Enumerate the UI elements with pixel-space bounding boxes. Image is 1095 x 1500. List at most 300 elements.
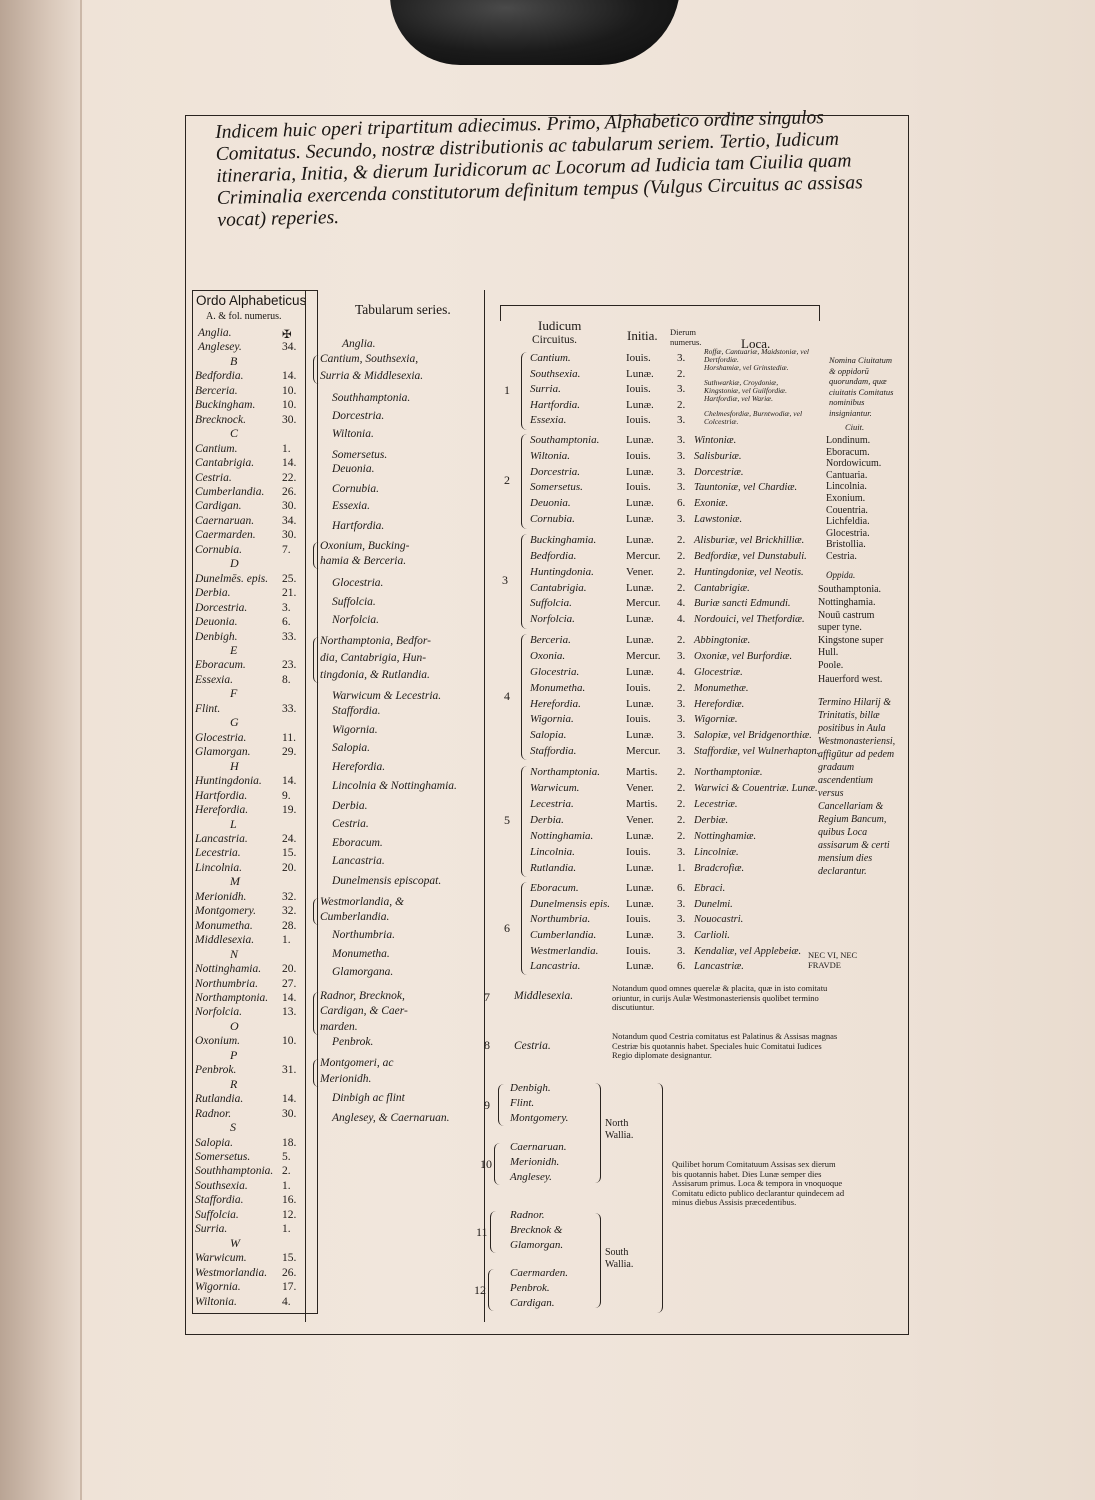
wales-county: Caernaruan. xyxy=(510,1141,567,1153)
ciuitas-name: Exonium. xyxy=(826,493,866,504)
initia-day: Lunæ. xyxy=(626,729,654,742)
circuit-county: Cantium. xyxy=(530,352,571,364)
folio-number: 6. xyxy=(282,616,291,629)
alphabet-letter: L xyxy=(230,816,237,831)
series-entry: Dunelmensis episcopat. xyxy=(332,875,442,887)
circuit-county: Cumberlandia. xyxy=(530,928,597,941)
alphabetic-subtitle: A. & fol. numerus. xyxy=(206,311,282,322)
folio-number: 14. xyxy=(282,991,297,1004)
loca-place: Carlioli. xyxy=(694,929,730,941)
initia-day: Lunæ. xyxy=(626,497,654,510)
county-name: Dunelmēs. epis. xyxy=(195,572,269,585)
dierum-number: 2. xyxy=(677,634,686,646)
folio-number: 30. xyxy=(282,1107,297,1120)
wales-county: Brecknok & xyxy=(510,1224,563,1236)
circuit-number: 9 xyxy=(484,1098,490,1112)
dierum-number: 2. xyxy=(677,781,686,794)
circuit-county: Rutlandia. xyxy=(530,861,577,874)
circuit-brace xyxy=(490,1211,496,1253)
wales-county: Anglesey. xyxy=(510,1171,552,1183)
loca-place: Staffordiæ, vel Wulnerhapton. xyxy=(694,746,820,758)
circuit-county: Suffolcia. xyxy=(530,597,572,610)
county-name: Southhamptonia. xyxy=(195,1165,274,1178)
folio-number: 1. xyxy=(282,1179,291,1192)
dierum-number: 2. xyxy=(677,367,686,380)
initia-day: Lunæ. xyxy=(626,882,654,894)
alphabet-letter: N xyxy=(230,946,239,961)
ciuit-label: Ciuit. xyxy=(845,422,865,432)
loca-place: Suthwarkiæ, Croydoniæ, Kingstoniæ, vel Guilfordiæ. xyxy=(704,378,788,395)
folio-number: 25. xyxy=(282,572,297,585)
circuit-county: Huntingdonia. xyxy=(530,565,594,578)
circuit-county: Herefordia. xyxy=(530,697,581,710)
county-name: Glocestria. xyxy=(195,731,247,744)
county-name: Merionidh. xyxy=(195,890,247,903)
initia-day: Iouis. xyxy=(626,383,651,395)
county-name: Cantium. xyxy=(195,442,238,455)
dierum-number: 3. xyxy=(677,434,686,446)
gloved-hand xyxy=(390,0,680,65)
circuit-county: Nottinghamia. xyxy=(530,829,594,842)
loca-place: Dunelmi. xyxy=(694,898,733,910)
initia-day: Lunæ. xyxy=(626,398,654,411)
initia-day: Iouis. xyxy=(626,352,651,364)
folio-number: 16. xyxy=(282,1194,297,1207)
folio-number: 15. xyxy=(282,847,297,860)
circuit-8-note: Notandum quod Cestria comitatus est Palatinus & Assisas magnas Cestriæ bis quotannis habet. Speciales huic Comitatui Iudices Regio diplomate designantur. xyxy=(612,1031,838,1060)
loca-place: Herefordiæ. xyxy=(694,698,745,710)
county-name: Southsexia. xyxy=(195,1179,248,1192)
initia-day: Mercur. xyxy=(626,745,661,758)
book-spine xyxy=(0,0,82,1500)
circuit-number: 11 xyxy=(476,1225,488,1239)
dierum-number: 3. xyxy=(677,352,686,364)
wales-brace xyxy=(652,1083,663,1313)
folio-number: 10. xyxy=(282,384,297,397)
wales-county: Denbigh. xyxy=(510,1082,551,1094)
circuit-number: 8 xyxy=(484,1038,490,1052)
initia-day: Mercur. xyxy=(626,549,661,562)
circuit-county: Northumbria. xyxy=(530,913,591,926)
dierum-number: 2. xyxy=(677,398,686,411)
folio-number: 31. xyxy=(282,1064,297,1077)
dierum-title: Dierum numerus. xyxy=(670,327,702,347)
county-name: Denbigh. xyxy=(195,630,238,643)
county-name: Warwicum. xyxy=(195,1252,247,1265)
county-name: Cestria. xyxy=(195,471,232,484)
county-name: Monumetha. xyxy=(195,919,253,932)
circuit-county: Southsexia. xyxy=(530,367,581,380)
series-brace xyxy=(313,898,319,925)
loca-place: Alisburiæ, vel Brickhilliæ. xyxy=(694,535,805,546)
circuit-county: Hartfordia. xyxy=(530,398,581,411)
dierum-number: 1. xyxy=(677,861,686,874)
folio-number: 22. xyxy=(282,471,297,484)
alphabet-letter: B xyxy=(230,353,238,368)
series-entry: Dinbigh ac flint xyxy=(332,1092,405,1104)
dierum-number: 6. xyxy=(677,960,686,973)
series-entry: Wigornia. xyxy=(332,724,378,736)
county-name: Lincolnia. xyxy=(195,861,242,874)
folio-number: 10. xyxy=(282,1035,297,1048)
dierum-number: 6. xyxy=(677,882,686,894)
circuit-county: Oxonia. xyxy=(530,649,566,662)
folio-number: 12. xyxy=(282,1208,297,1221)
series-entry: Norfolcia. xyxy=(332,614,379,626)
series-entry: Somersetus. xyxy=(332,449,388,461)
county-name: Wiltonia. xyxy=(195,1295,237,1308)
county-name: Oxonium. xyxy=(195,1035,241,1048)
circuit-brace xyxy=(488,1269,494,1311)
loca-place: Kendaliæ, vel Applebeiæ. xyxy=(694,945,802,957)
series-entry: Essexia. xyxy=(332,500,371,512)
initia-day: Lunæ. xyxy=(626,613,654,626)
loca-place: Lancastriæ. xyxy=(694,961,744,973)
folio-number: 30. xyxy=(282,413,297,426)
county-name: Buckingham. xyxy=(195,399,256,412)
series-entry: marden. xyxy=(320,1021,358,1033)
alphabet-letter: H xyxy=(230,758,239,773)
initia-day: Lunæ. xyxy=(626,697,654,710)
circuit-brace xyxy=(521,434,528,529)
circuit-county: Deuonia. xyxy=(530,497,571,510)
initia-day: Lunæ. xyxy=(626,581,654,594)
county-name: Lancastria. xyxy=(195,832,248,845)
loca-place: Tauntoniæ, vel Chardiæ. xyxy=(694,482,798,494)
wales-county: Radnor. xyxy=(510,1209,545,1221)
circuit-number: 12 xyxy=(474,1283,486,1297)
series-entry: Southhamptonia. xyxy=(332,392,411,404)
county-name: Hartfordia. xyxy=(195,789,248,802)
county-name: Lecestria. xyxy=(195,847,241,860)
folio-number: 7. xyxy=(282,543,291,556)
folio-number: 14. xyxy=(282,457,297,470)
oppidum-name: Nouū castrum super tyne. xyxy=(818,610,875,633)
folio-number: 1. xyxy=(282,1223,291,1236)
folio-number: 20. xyxy=(282,963,297,976)
oppidum-name: Southamptonia. xyxy=(818,584,882,595)
loca-place: Lawstoniæ. xyxy=(694,514,743,526)
wales-county: Cardigan. xyxy=(510,1297,555,1309)
circuit-brace xyxy=(521,634,528,760)
series-entry: Westmorlandia, & xyxy=(320,896,404,908)
initia-day: Vener. xyxy=(626,565,654,578)
county-name: Cantabrigia. xyxy=(195,457,255,470)
wales-county: Merionidh. xyxy=(510,1156,560,1168)
loca-place: Roffæ, Cantuariæ, Maidstoniæ, vel Dertfordiæ. xyxy=(704,347,810,364)
circuit-county: Surria. xyxy=(530,383,561,395)
series-entry: Merionidh. xyxy=(320,1073,372,1085)
initia-day: Lunæ. xyxy=(626,665,654,678)
folio-number: 17. xyxy=(282,1281,297,1294)
dierum-number: 3. xyxy=(677,383,686,395)
county-name: Essexia. xyxy=(195,673,234,686)
county-name: Montgomery. xyxy=(195,905,257,918)
series-entry: Suffolcia. xyxy=(332,596,376,608)
county-name: Berceria. xyxy=(195,384,238,397)
series-entry: Herefordia. xyxy=(332,761,386,773)
initia-day: Lunæ. xyxy=(626,861,654,874)
dierum-number: 3. xyxy=(677,944,686,957)
alphabet-letter: R xyxy=(230,1076,238,1091)
initia-day: Lunæ. xyxy=(626,465,654,478)
oppida-label: Oppida. xyxy=(826,570,856,580)
alphabet-letter: E xyxy=(230,643,238,658)
circuit-county: Bedfordia. xyxy=(530,549,577,562)
series-entry: Cantium, Southsexia, xyxy=(320,353,419,365)
series-entry: Wiltonia. xyxy=(332,428,374,440)
circuit-county: Essexia. xyxy=(530,414,567,426)
loca-place: Oxoniæ, vel Burfordiæ. xyxy=(694,650,793,662)
loca-place: Salisburiæ. xyxy=(694,450,742,462)
county-name: Flint. xyxy=(195,702,221,715)
initia-title: Initia. xyxy=(627,328,658,343)
dierum-number: 6. xyxy=(677,497,686,510)
county-name: Brecknock. xyxy=(195,413,246,426)
loca-place: Abbingtoniæ. xyxy=(694,635,751,646)
dierum-number: 3. xyxy=(677,928,686,941)
alphabet-letter: S xyxy=(230,1120,236,1135)
dierum-number: 3. xyxy=(677,845,686,858)
series-entry: Montgomeri, ac xyxy=(320,1057,394,1069)
series-entry: Eboracum. xyxy=(332,837,383,849)
folio-number: 4. xyxy=(282,1295,291,1308)
county-name: Northamptonia. xyxy=(195,991,269,1004)
folio-number: 11. xyxy=(282,731,296,744)
loca-place: Monumethæ. xyxy=(694,682,749,694)
county-name: Cardigan. xyxy=(195,500,242,513)
series-entry: Glocestria. xyxy=(332,577,384,589)
ciuitas-name: Eboracum. xyxy=(826,446,870,458)
series-brace xyxy=(313,355,319,384)
loca-place: Northamptoniæ. xyxy=(694,767,763,778)
circuit-county: Somersetus. xyxy=(530,481,583,494)
circuit-brace xyxy=(521,352,528,430)
folio-number: 14. xyxy=(282,1093,297,1106)
dierum-number: 3. xyxy=(677,897,686,910)
south-wallia-label: South Wallia. xyxy=(605,1247,634,1270)
loca-place: Nottinghamiæ. xyxy=(694,830,757,842)
county-name: Cumberlandia. xyxy=(195,486,265,498)
initia-day: Lunæ. xyxy=(626,367,654,380)
series-entry: Cornubia. xyxy=(332,483,379,495)
circuit-county: Lancastria. xyxy=(530,960,581,973)
alphabet-letter: D xyxy=(230,556,239,571)
initia-day: Mercur. xyxy=(626,649,661,662)
alphabet-letter: W xyxy=(230,1235,240,1250)
alphabet-letter: P xyxy=(230,1047,238,1062)
folio-number: 3. xyxy=(282,601,291,614)
folio-number: 14. xyxy=(282,775,297,788)
loca-place: Lincolniæ. xyxy=(694,846,739,858)
folio-number: 32. xyxy=(282,890,297,903)
series-entry: Hartfordia. xyxy=(332,520,385,532)
loca-place: Wigorniæ. xyxy=(694,714,738,726)
initia-day: Lunæ. xyxy=(626,829,654,842)
series-entry: Radnor, Brecknok, xyxy=(320,990,405,1002)
folio-number: 23. xyxy=(282,659,297,672)
loca-place: Buriæ sancti Edmundi. xyxy=(694,598,791,610)
series-entry: Anglesey, & Caernaruan. xyxy=(332,1112,450,1124)
series-entry: Surria & Middlesexia. xyxy=(320,370,424,382)
folio-number: 9. xyxy=(282,789,291,802)
alphabet-letter: M xyxy=(230,874,240,889)
folio-number: 19. xyxy=(282,804,297,817)
initia-day: Iouis. xyxy=(626,845,651,858)
circuit-county: Lecestria. xyxy=(530,797,574,810)
iudicum-title: Iudicum xyxy=(538,318,582,333)
dierum-number: 3. xyxy=(677,449,686,462)
circuit-number: 3 xyxy=(502,573,508,588)
county-name: Northumbria. xyxy=(195,977,258,990)
alphabet-letter: C xyxy=(230,426,239,441)
county-name: Salopia. xyxy=(195,1136,234,1149)
dierum-number: 4. xyxy=(677,597,686,610)
county-name: Wigornia. xyxy=(195,1281,241,1294)
circuit-county: Southamptonia. xyxy=(530,434,600,446)
loca-place: Nouocastri. xyxy=(694,914,744,926)
initia-day: Lunæ. xyxy=(626,534,654,546)
circuit-county: Glocestria. xyxy=(530,665,580,678)
loca-place: Cantabrigiæ. xyxy=(694,582,750,594)
loca-place: Derbiæ. xyxy=(694,814,729,826)
wales-note: Quilibet horum Comitatuum Assisas sex dierum bis quotannis habet. Dies Lunæ semper dies Assisarum primus. Loca & tempora in vnoquoque Comitatu edicto publico declarantur quindecem ad minus diebus Assisis præcedentibus. xyxy=(672,1159,845,1207)
oppidum-name: Hauerford west. xyxy=(818,674,883,685)
series-brace xyxy=(313,992,319,1035)
dierum-number: 3. xyxy=(677,649,686,662)
loca-place: Wintoniæ. xyxy=(694,435,737,446)
ciuitas-name: Lichfeldia. xyxy=(826,516,870,528)
dierum-number: 2. xyxy=(677,681,686,694)
loca-place: Bedfordiæ, vel Dunstabuli. xyxy=(694,550,807,562)
folio-number: 14. xyxy=(282,370,297,383)
circuit-number: 5 xyxy=(504,813,510,828)
circuit-county: Dunelmensis epis. xyxy=(530,897,611,910)
dierum-number: 3. xyxy=(677,513,686,526)
dierum-number: 4. xyxy=(677,665,686,678)
ciuitas-name: Cantuaria. xyxy=(826,469,868,481)
series-entry: Oxonium, Bucking- xyxy=(320,540,410,552)
circuit-county: Cantabrigia. xyxy=(530,581,587,594)
circuit-county: Staffordia. xyxy=(530,745,577,758)
dierum-number: 2. xyxy=(677,565,686,578)
county-name: Middlesexia. xyxy=(195,934,255,947)
index-heading: Indicem huic operi tripartitum adiecimus. Primo, Alphabetico ordine singulos Comitatus. Secundo, nostræ distributionis ac tabularum seriem. Tertio, Iudicum itineraria, Initia, & dierum Iuridicorum ac Locorum ad Iudicia tam Ciuilia quam Criminalia exercenda constitutorum definitum tempus (Vulgus Circuitus ac assisas vocat) reperies. xyxy=(215,107,863,231)
circuit-county: Eboracum. xyxy=(530,882,579,894)
nomina-note: Nomina Ciuitatum & oppidorū quorundam, quæ ciuitatis Comitatus nominibus insigniantur. xyxy=(829,355,894,418)
series-title: Tabularum series. xyxy=(355,302,451,317)
initia-day: Lunæ. xyxy=(626,897,654,910)
series-entry: Glamorgana. xyxy=(332,966,394,978)
county-name: Glamorgan. xyxy=(195,746,251,759)
county-name: Caermarden. xyxy=(195,529,256,542)
county-name: Huntingdonia. xyxy=(195,775,262,788)
dierum-number: 2. xyxy=(677,534,686,546)
folio-number: ✠ xyxy=(282,329,292,341)
series-entry: Anglia. xyxy=(342,338,376,350)
initia-day: Lunæ. xyxy=(626,513,654,526)
folio-number: 24. xyxy=(282,832,297,845)
county-name: Suffolcia. xyxy=(195,1208,239,1221)
dierum-number: 3. xyxy=(677,745,686,758)
circuit-number: 4 xyxy=(504,689,510,704)
folio-number: 2. xyxy=(282,1165,291,1178)
series-entry: hamia & Berceria. xyxy=(320,555,407,567)
circuit-number: 1 xyxy=(504,382,510,397)
folio-number: 26. xyxy=(282,1266,297,1279)
circuit-county: Buckinghamia. xyxy=(530,534,597,546)
dierum-number: 2. xyxy=(677,549,686,562)
folio-number: 30. xyxy=(282,500,297,513)
wales-county: Penbrok. xyxy=(510,1282,550,1294)
series-entry: Cestria. xyxy=(332,818,369,830)
north-wales-brace xyxy=(590,1083,601,1183)
county-name: Surria. xyxy=(195,1223,228,1236)
county-name: Deuonia. xyxy=(195,616,238,629)
county-name: Derbia. xyxy=(195,587,231,600)
initia-day: Iouis. xyxy=(626,713,651,726)
page-edge xyxy=(80,0,82,1500)
folio-number: 8. xyxy=(282,673,291,686)
circuit-county: Salopia. xyxy=(530,729,567,742)
folio-number: 33. xyxy=(282,702,297,715)
loca-place: Horshamiæ, vel Grinstediæ. xyxy=(704,362,789,372)
dierum-number: 3. xyxy=(677,913,686,926)
county-name: Rutlandia. xyxy=(195,1093,244,1106)
circuit-county: Northamptonia. xyxy=(530,766,600,778)
loca-place: Exoniæ. xyxy=(694,498,729,510)
initia-day: Iouis. xyxy=(626,944,651,957)
county-name: Nottinghamia. xyxy=(195,963,262,976)
wales-county: Flint. xyxy=(510,1097,535,1109)
north-wallia-label: North Wallia. xyxy=(605,1118,634,1141)
folio-number: 34. xyxy=(282,514,297,527)
circuit-7-note: Notandum quod omnes querelæ & placita, quæ in isto comitatu oriuntur, in curijs Aulæ Westmonasteriensis quolibet termino discutiuntur. xyxy=(612,983,828,1012)
dierum-number: 2. xyxy=(677,813,686,826)
series-entry: Northamptonia, Bedfor- xyxy=(320,635,431,647)
circuit-county: Warwicum. xyxy=(530,781,580,794)
loca-place: Salopiæ, vel Bridgenorthiæ. xyxy=(694,730,812,742)
oppidum-name: Nottinghamia. xyxy=(818,597,876,608)
county-name: Anglesey. xyxy=(198,341,242,354)
south-wales-brace xyxy=(590,1213,601,1308)
loca-place: Lecestriæ. xyxy=(694,798,738,810)
dierum-number: 2. xyxy=(677,829,686,842)
ciuitas-name: Bristollia. xyxy=(826,539,866,551)
wales-county: Caermarden. xyxy=(510,1267,568,1279)
series-entry: tingdonia, & Rutlandia. xyxy=(320,669,430,681)
folio-number: 10. xyxy=(282,399,297,412)
oppidum-name: Poole. xyxy=(818,660,844,671)
loca-place: Dorcestriæ. xyxy=(694,466,744,478)
initia-day: Vener. xyxy=(626,813,654,826)
dierum-number: 4. xyxy=(677,613,686,626)
loca-place: Hartfordiæ, vel Wariæ. xyxy=(704,393,774,403)
series-entry: Cardigan, & Caer- xyxy=(320,1005,408,1017)
county-name: Radnor. xyxy=(195,1107,232,1120)
motto: NEC VI, NEC FRAVDE xyxy=(808,950,858,970)
series-entry: Warwicum & Lecestria. xyxy=(332,690,442,702)
circuit-number: 7 xyxy=(484,990,490,1004)
series-brace xyxy=(313,637,319,683)
loca-title: Loca. xyxy=(741,336,771,351)
circuit-number: 10 xyxy=(480,1157,492,1171)
circuit-county: Wigornia. xyxy=(530,713,574,726)
ciuitas-name: Lincolnia. xyxy=(826,481,867,493)
county-name: Eboracum. xyxy=(195,659,246,672)
circuit-number: 2 xyxy=(504,473,510,488)
loca-place: Glocestriæ. xyxy=(694,666,743,678)
